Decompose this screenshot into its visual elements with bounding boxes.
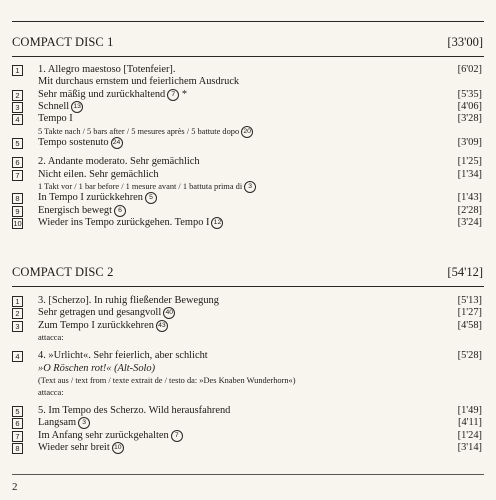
- rehearsal-mark: 13: [71, 101, 83, 113]
- track-duration: [3'14]: [457, 441, 482, 453]
- disc-2-total: [54'12]: [447, 265, 483, 279]
- track-title: Schnell 13: [38, 101, 83, 113]
- track-title: Sehr mäßig und zurückhaltend 7 *: [38, 88, 188, 100]
- rehearsal-mark: 7: [171, 430, 183, 442]
- rehearsal-mark: 40: [163, 307, 175, 319]
- rehearsal-mark: 6: [114, 205, 126, 217]
- rehearsal-mark: 12: [211, 217, 223, 229]
- track-title: Tempo sostenuto 24: [38, 137, 123, 149]
- track-number-box: 4: [12, 351, 23, 362]
- top-rule: [12, 21, 484, 22]
- track-title: attacca:: [38, 387, 64, 397]
- track-duration: [1'49]: [457, 405, 482, 416]
- track-title: Energisch bewegt 6: [38, 205, 126, 217]
- track-title: Langsam 3: [38, 417, 90, 429]
- track-duration: [3'28]: [457, 113, 482, 125]
- track-title: Im Anfang sehr zurückgehalten 7: [38, 430, 183, 442]
- track-title: attacca:: [38, 332, 64, 342]
- track-duration: [6'02]: [457, 64, 482, 75]
- track-number-box: 8: [12, 443, 23, 454]
- track-duration: [1'43]: [457, 192, 482, 204]
- track-duration: [4'11]: [458, 417, 482, 429]
- disc-1-rule: [12, 56, 484, 57]
- track-title: Tempo I: [38, 113, 73, 125]
- page-number: 2: [12, 481, 18, 493]
- rehearsal-mark: 24: [111, 137, 123, 149]
- track-number-box: 6: [12, 418, 23, 429]
- track-duration: [4'06]: [457, 100, 482, 112]
- track-duration: [3'24]: [457, 217, 482, 228]
- track-number-box: 8: [12, 193, 23, 204]
- track-duration: [3'09]: [457, 137, 482, 148]
- rehearsal-mark: 7: [167, 89, 179, 101]
- track-duration: [1'25]: [457, 156, 482, 168]
- track-number-box: 5: [12, 406, 23, 417]
- bottom-rule: [12, 474, 484, 475]
- disc-2-title: COMPACT DISC 2: [12, 265, 114, 279]
- track-number-box: 9: [12, 206, 23, 217]
- track-number-box: 4: [12, 114, 23, 125]
- track-title: In Tempo I zurückkehren 5: [38, 192, 157, 204]
- track-title: 5. Im Tempo des Scherzo. Wild herausfahrend: [38, 405, 231, 416]
- track-number-box: 3: [12, 102, 23, 113]
- track-number-box: 10: [13, 219, 22, 228]
- track-duration: [5'35]: [457, 88, 482, 100]
- track-title: Nicht eilen. Sehr gemächlich: [38, 168, 159, 180]
- track-number-box: 1: [12, 296, 23, 307]
- track-title: 2. Andante moderato. Sehr gemächlich: [38, 156, 200, 168]
- rehearsal-mark: 5: [145, 192, 157, 204]
- track-duration: [2'28]: [457, 204, 482, 216]
- track-number-box: 1: [12, 65, 23, 76]
- track-title: 1. Allegro maestoso [Totenfeier].: [38, 64, 176, 75]
- track-title: Mit durchaus ernstem und feierlichem Ausdruck: [38, 76, 240, 88]
- track-title: Sehr getragen und gesangvoll 40: [38, 307, 175, 319]
- disc-2-rule: [12, 286, 484, 287]
- track-number-box: 7: [12, 431, 23, 442]
- disc-1-total: [33'00]: [447, 35, 483, 49]
- track-number-box: 2: [12, 308, 23, 319]
- rehearsal-mark: 10: [112, 442, 124, 454]
- track-title: »O Röschen rot!« (Alt-Solo): [38, 362, 156, 374]
- track-title: Wieder sehr breit 10: [38, 442, 124, 454]
- track-title: (Text aus / text from / texte extrait de / testo da: »Des Knaben Wunderhorn«): [38, 376, 296, 385]
- track-number-box: 5: [12, 138, 23, 149]
- track-duration: [5'13]: [457, 295, 482, 306]
- disc-1-title: COMPACT DISC 1: [12, 35, 114, 49]
- track-number-box: 3: [12, 321, 23, 332]
- track-duration: [1'24]: [457, 429, 482, 441]
- track-duration: [1'34]: [457, 168, 482, 180]
- track-duration: [5'28]: [457, 350, 482, 362]
- track-title: Zum Tempo I zurückkehren 43: [38, 320, 168, 332]
- rehearsal-mark: 20: [241, 126, 253, 138]
- track-number-box: 2: [12, 90, 23, 101]
- track-title: Wieder ins Tempo zurückgehen. Tempo I 12: [38, 217, 223, 229]
- rehearsal-mark: 3: [78, 417, 90, 429]
- rehearsal-mark: 43: [156, 320, 168, 332]
- track-title: 3. [Scherzo]. In ruhig fließender Bewegung: [38, 295, 219, 306]
- track-number-box: 7: [12, 170, 23, 181]
- track-title: 5 Takte nach / 5 bars after / 5 mesures après / 5 battute dopo 20: [38, 126, 253, 138]
- track-number-box: 6: [12, 157, 23, 168]
- track-duration: [4'58]: [457, 319, 482, 331]
- track-title: 4. »Urlicht«. Sehr feierlich, aber schlicht: [38, 350, 208, 362]
- track-duration: [1'27]: [457, 307, 482, 319]
- rehearsal-mark: 3: [244, 181, 256, 193]
- track-title: 1 Takt vor / 1 bar before / 1 mesure avant / 1 battuta prima di 3: [38, 181, 256, 193]
